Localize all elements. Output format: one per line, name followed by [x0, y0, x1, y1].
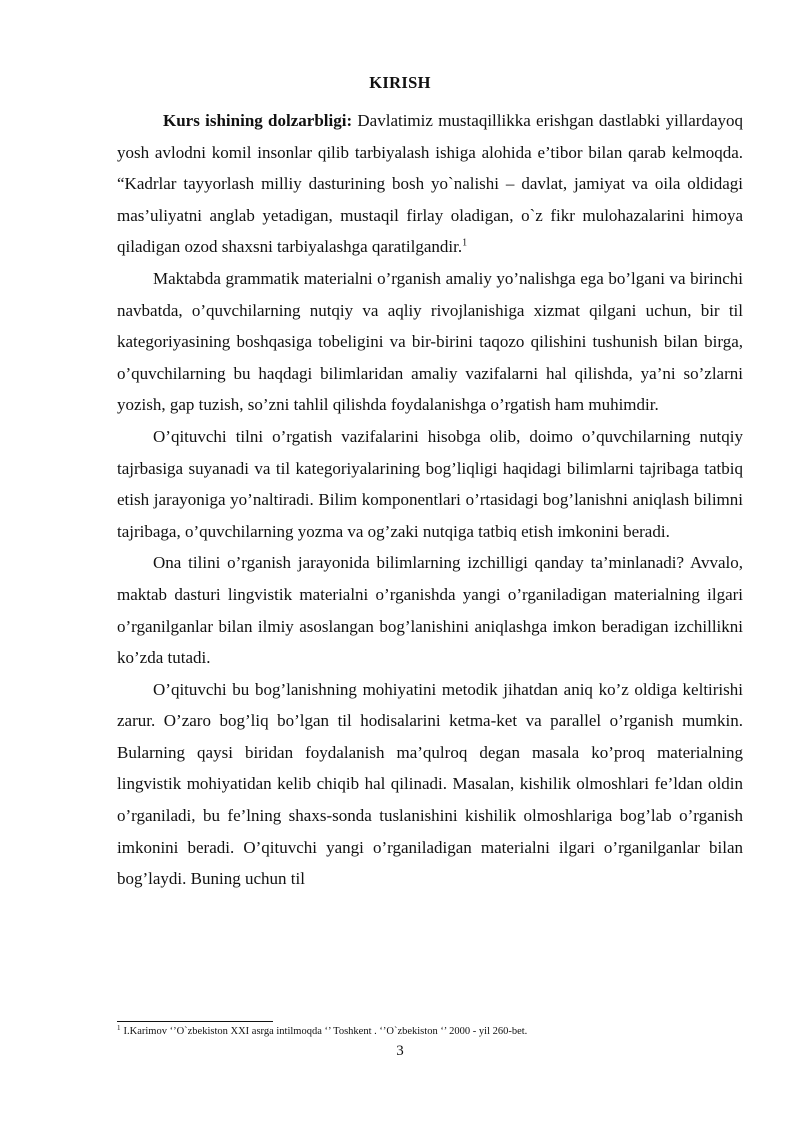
- footnote: [117, 1025, 757, 1039]
- footnote-text: I.Karimov ‘’O`zbekiston XXI asrga intilmoqda ‘’ Toshkent . ‘’O`zbekiston ‘’ 2000 - yil 260-bet.: [123, 1026, 528, 1037]
- paragraph-3: O’qituvchi tilni o’rgatish vazifalarini hisobga olib, doimo o’quvchilarning nutqiy tajrbasiga suyanadi va til kategoriyalarining bog’liqligi haqidagi bilimlarni tajribaga tatbiq etish jarayoniga yo’naltiradi. Bilim komponentlari o’rtasidagi bog’lanishni aniqlash bilimni tajribaga, o’quvchilarning yozma va og’zaki nutqiga tatbiq etish imkonini beradi.: [117, 426, 743, 541]
- body-text: [117, 105, 743, 895]
- page-title: KIRISH: [369, 73, 431, 92]
- paragraph-1: [117, 105, 743, 263]
- footnote-divider: [117, 1021, 273, 1022]
- paragraph-4: Ona tilini o’rganish jarayonida bilimlarning izchilligi qanday ta’minlanadi? Avvalo, maktab dasturi lingvistik materialni o’rganishda yangi o’rganiladigan materialning ilgari o’rganilganlar bilan ilmiy asoslangan bog’lanishini aniqlashga imkon beradigan izchillikni ko’zda tutadi.: [117, 553, 743, 668]
- footnote-mark: 1: [117, 1023, 121, 1032]
- paragraph-text: Davlatimiz mustaqillikka erishgan dastlabki yillardayoq yosh avlodni komil insonlar qilib tarbiyalash ishiga alohida e’tibor bilan qarab kelmoqda. “Kadrlar tayyorlash milliy dasturining bosh yo`nalishi – davlat, jamiyat va oila oldidagi mas’uliyatni anglab yetadigan, mustaqil firlay oladigan, o`z fikr mulohazalarini himoya qiladigan ozod shaxsni tarbiyalashga qaratilgandir.: [117, 111, 743, 257]
- page-number: 3: [396, 1043, 404, 1059]
- paragraph-lead: Kurs ishining dolzarbligi:: [163, 111, 353, 130]
- paragraph-5: O’qituvchi bu bog’lanishning mohiyatini metodik jihatdan aniq ko’z oldiga keltirishi zarur. O’zaro bog’liq bo’lgan til hodisalarini ketma-ket va parallel o’rganish mumkin. Bularning qaysi biridan foydalanish ma’qulroq degan masala ko’proq materialning lingvistik mohiyatidan kelib chiqib hal qilinadi. Masalan, kishilik olmoshlari fe’ldan oldin o’rganiladi, bu fe’lning shaxs-sonda tuslanishini kishilik olmoshlariga bog’lab o’rganish imkonini beradi. O’qituvchi yangi o’rganiladigan materialni ilgari o’rganilganlar bilan bog’laydi. Buning uchun til: [117, 679, 743, 889]
- paragraph-2: Maktabda grammatik materialni o’rganish amaliy yo’nalishga ega bo’lgani va birinchi navbatda, o’quvchilarning nutqiy va aqliy rivojlanishiga xizmat qilgani uchun, bir til kategoriyasining boshqasiga tobeligini va bir-birini taqozo qilishini tushunish bilan birga, o’quvchilarning bu haqdagi bilimlaridan amaliy vazifalarni hal qilishda, ya’ni so’zlarni yozish, gap tuzish, so’zni tahlil qilishda foydalanishga o’rgatish ham muhimdir.: [117, 268, 743, 415]
- footnote-reference[interactable]: 1: [462, 237, 468, 249]
